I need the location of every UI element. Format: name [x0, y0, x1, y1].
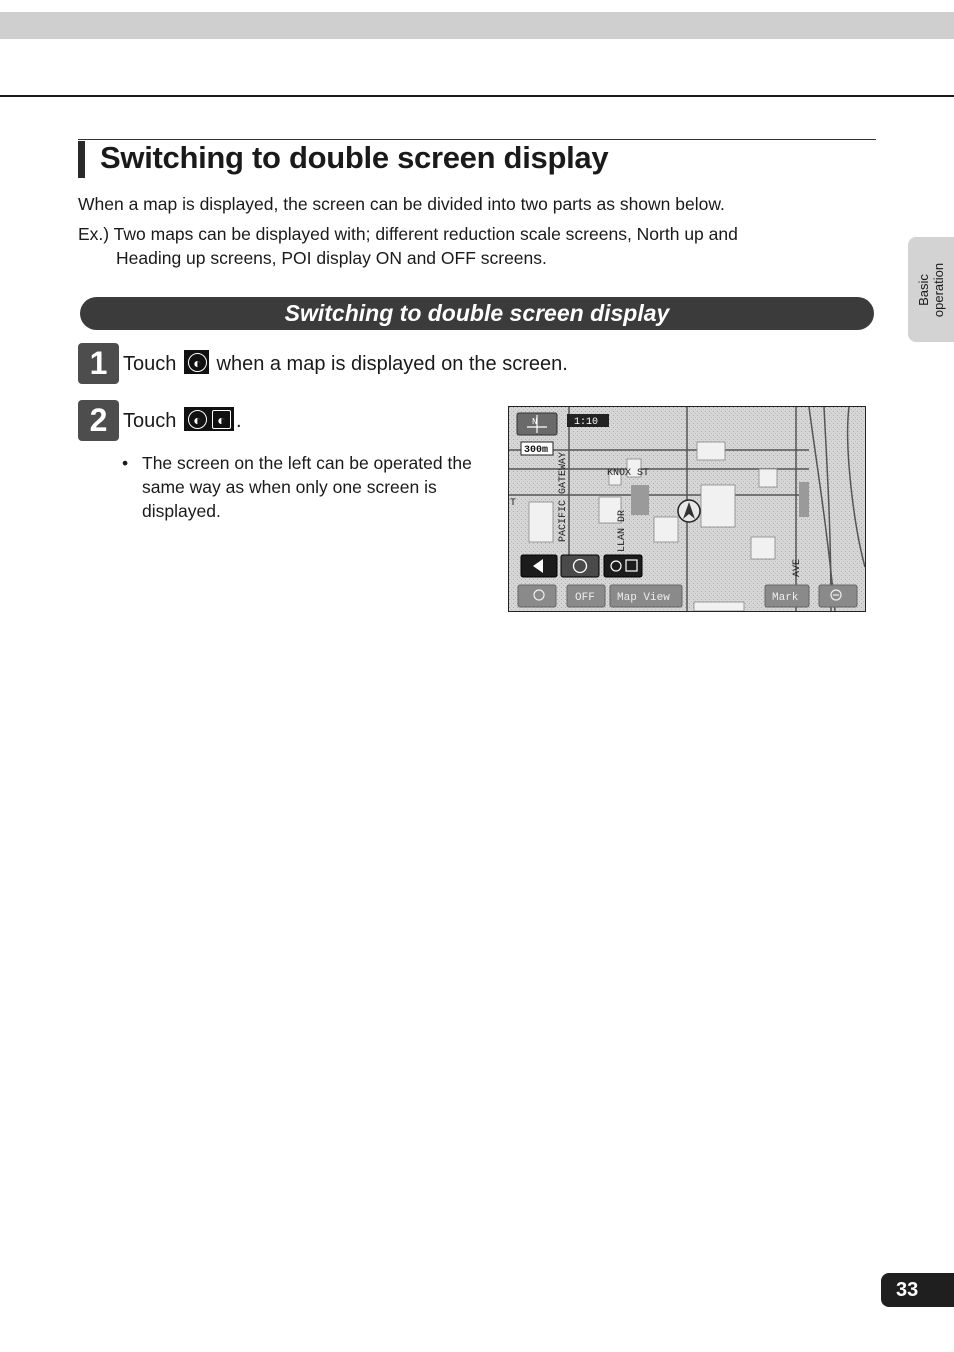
street-label-knox: KNOX ST [607, 468, 650, 479]
single-screen-button[interactable] [561, 555, 599, 577]
navigation-map-screenshot [508, 406, 866, 612]
side-tab-line-1: Basic [916, 273, 931, 306]
back-arrow-button[interactable] [521, 555, 557, 577]
mark-button[interactable] [765, 585, 809, 607]
side-tab-basic-operation[interactable] [908, 237, 954, 342]
zoom-in-button[interactable] [518, 585, 556, 607]
step-1-after: when a map is displayed on the screen. [216, 353, 568, 375]
bullet-text: The screen on the left can be operated the same way as when only one screen is displayed. [142, 453, 472, 521]
intro-text: When a map is displayed, the screen can be divided into two parts as shown below. [78, 194, 725, 214]
step-1-before: Touch [123, 353, 177, 375]
step-1-number: 1 [78, 343, 119, 384]
step-2-after: . [235, 410, 242, 432]
mark-button-label: Mark [772, 592, 799, 604]
page-title-block [78, 139, 876, 179]
zoom-out-button[interactable] [819, 585, 857, 607]
section-title: Switching to double screen display [284, 300, 670, 326]
street-label-t: T [510, 498, 517, 509]
north-label: N [532, 417, 538, 427]
page-title: Switching to double screen display [100, 140, 609, 175]
map-view-button-label: Map View [617, 592, 670, 604]
street-label-llan: LLAN DR [617, 509, 628, 552]
off-button[interactable] [567, 585, 605, 607]
north-indicator[interactable] [517, 413, 557, 435]
title-accent-bar [78, 141, 85, 178]
section-heading [80, 297, 874, 330]
example-line-1: Ex.) Two maps can be displayed with; different reduction scale screens, North up and [78, 224, 738, 244]
step-2-text [123, 407, 242, 435]
double-map-screen-icon: ◐ ◐ [184, 407, 234, 431]
side-tab-label [916, 262, 946, 316]
example-line-2: Heading up screens, POI display ON and OFF screens. [116, 248, 547, 268]
header-band [0, 12, 954, 39]
page-number: 33 [881, 1273, 954, 1307]
map-view-button[interactable] [610, 585, 682, 607]
street-label-ave: AVE [792, 558, 803, 577]
scale-bar [521, 442, 553, 456]
scale-ratio [567, 414, 609, 428]
single-map-screen-icon: ◐ [184, 350, 209, 374]
scale-distance-text: 300m [524, 445, 549, 456]
bullet-dot: • [122, 453, 129, 473]
double-screen-button[interactable] [604, 555, 642, 577]
vehicle-position-icon [678, 500, 700, 522]
example-text [78, 222, 738, 270]
off-button-label: OFF [575, 592, 595, 604]
street-label-pacific: PACIFIC GATEWAY [558, 451, 569, 542]
scale-ratio-text: 1:10 [574, 417, 599, 428]
side-tab-line-2: operation [931, 262, 946, 317]
header-rule [0, 95, 954, 97]
step-2-before: Touch [123, 410, 177, 432]
step-2-number: 2 [78, 400, 119, 441]
step-1-text [123, 350, 568, 378]
